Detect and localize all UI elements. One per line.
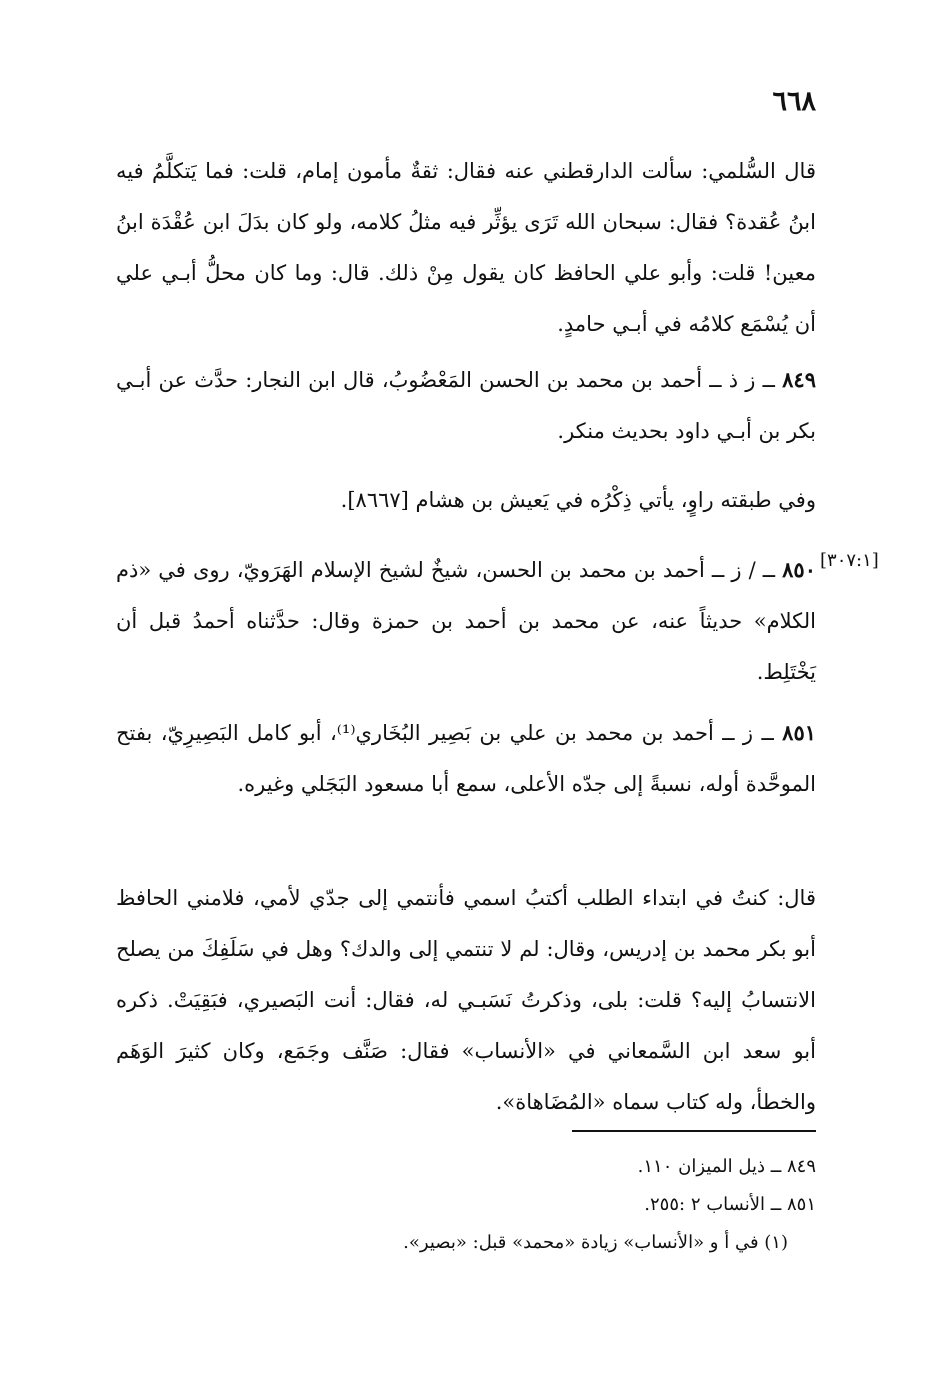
footnote-item: ٨٥١ ــ الأنساب ٢ :٢٥٥. bbox=[644, 1194, 816, 1215]
paragraph-text: قال السُّلمي: سألت الدارقطني عنه فقال: ثقةٌ مأمون إمام، قلت: فما يَتكلَّمُ فيه ابنُ عُقدة؟ فقال: سبحان الله تَرَى يؤثِّر فيه مثلُ كلامه، ولو كان بدَلَ ابن عُقْدَة ابنُ معين! قلت: وأبو علي الحافظ كان يقول مِنْ ذلك. قال: وما كان محلُّ أبـي علي أن يُسْمَع كلامُه في أبـي حامدٍ. bbox=[116, 159, 816, 336]
entry-849 bbox=[116, 354, 816, 457]
entry-number: ٨٤٩ bbox=[782, 367, 816, 392]
paragraph-sulami bbox=[116, 146, 816, 350]
footnote-item: ٨٤٩ ــ ذيل الميزان ١١٠. bbox=[637, 1156, 816, 1177]
footnote-item: (١) في أ و «الأنساب» زيادة «محمد» قبل: «بصير». bbox=[403, 1232, 788, 1253]
paragraph-quote bbox=[116, 873, 816, 1128]
paragraph-note bbox=[116, 475, 816, 526]
entry-850 bbox=[116, 544, 816, 698]
paragraph-text: وفي طبقته راوٍ، يأتي ذِكْرُه في يَعيش بن هشام [٨٦٦٧]. bbox=[340, 488, 816, 512]
entry-851 bbox=[116, 707, 816, 810]
footnote-divider bbox=[572, 1130, 816, 1132]
footnotes bbox=[116, 1148, 816, 1262]
margin-reference: [٣٠٧:١] bbox=[820, 550, 879, 571]
entry-text: ــ ز ذ ــ أحمد بن محمد بن الحسن المَعْضُوبُ، قال ابن النجار: حدَّث عن أبـي بكر بن أبـي داود بحديث منكر. bbox=[116, 368, 816, 443]
entry-number: ٨٥٠ bbox=[782, 557, 816, 582]
page-number: ٦٦٨ bbox=[772, 86, 816, 117]
paragraph-text: قال: كنتُ في ابتداء الطلب أكتبُ اسمي فأنتمي إلى جدّي لأمي، فلامني الحافظ أبو بكر محمد بن إدريس، وقال: لم لا تنتمي إلى والدك؟ وهل في سَلَفِكَ من يصلح الانتسابُ إليه؟ قلت: بلى، وذكرتُ نَسَبـي له، فقال: أنت البَصيري، فبَقِيَتْ. ذكره أبو سعد ابن السَّمعاني في «الأنساب» فقال: صَنَّف وجَمَع، وكان كثيرَ الوَهَم والخطأ، وله كتاب سماه «المُضَاهاة». bbox=[116, 886, 816, 1114]
entry-text: ــ ز ــ أحمد بن محمد بن علي بن بَصِير البُخَاري⁽¹⁾، أبو كامل البَصِيرِيّ، بفتح الموحَّدة أوله، نسبةً إلى جدّه الأعلى، سمع أبا مسعود البَجَلي وغيره. bbox=[116, 721, 816, 796]
entry-number: ٨٥١ bbox=[782, 720, 817, 745]
entry-text: ــ / ز ــ أحمد بن محمد بن الحسن، شيخٌ لشيخ الإسلام الهَرَويّ، روى في «ذم الكلام» حديثاً عنه، عن محمد بن أحمد بن حمزة وقال: حدَّثناه أحمدُ قبل أن يَخْتَلِط. bbox=[116, 558, 816, 684]
